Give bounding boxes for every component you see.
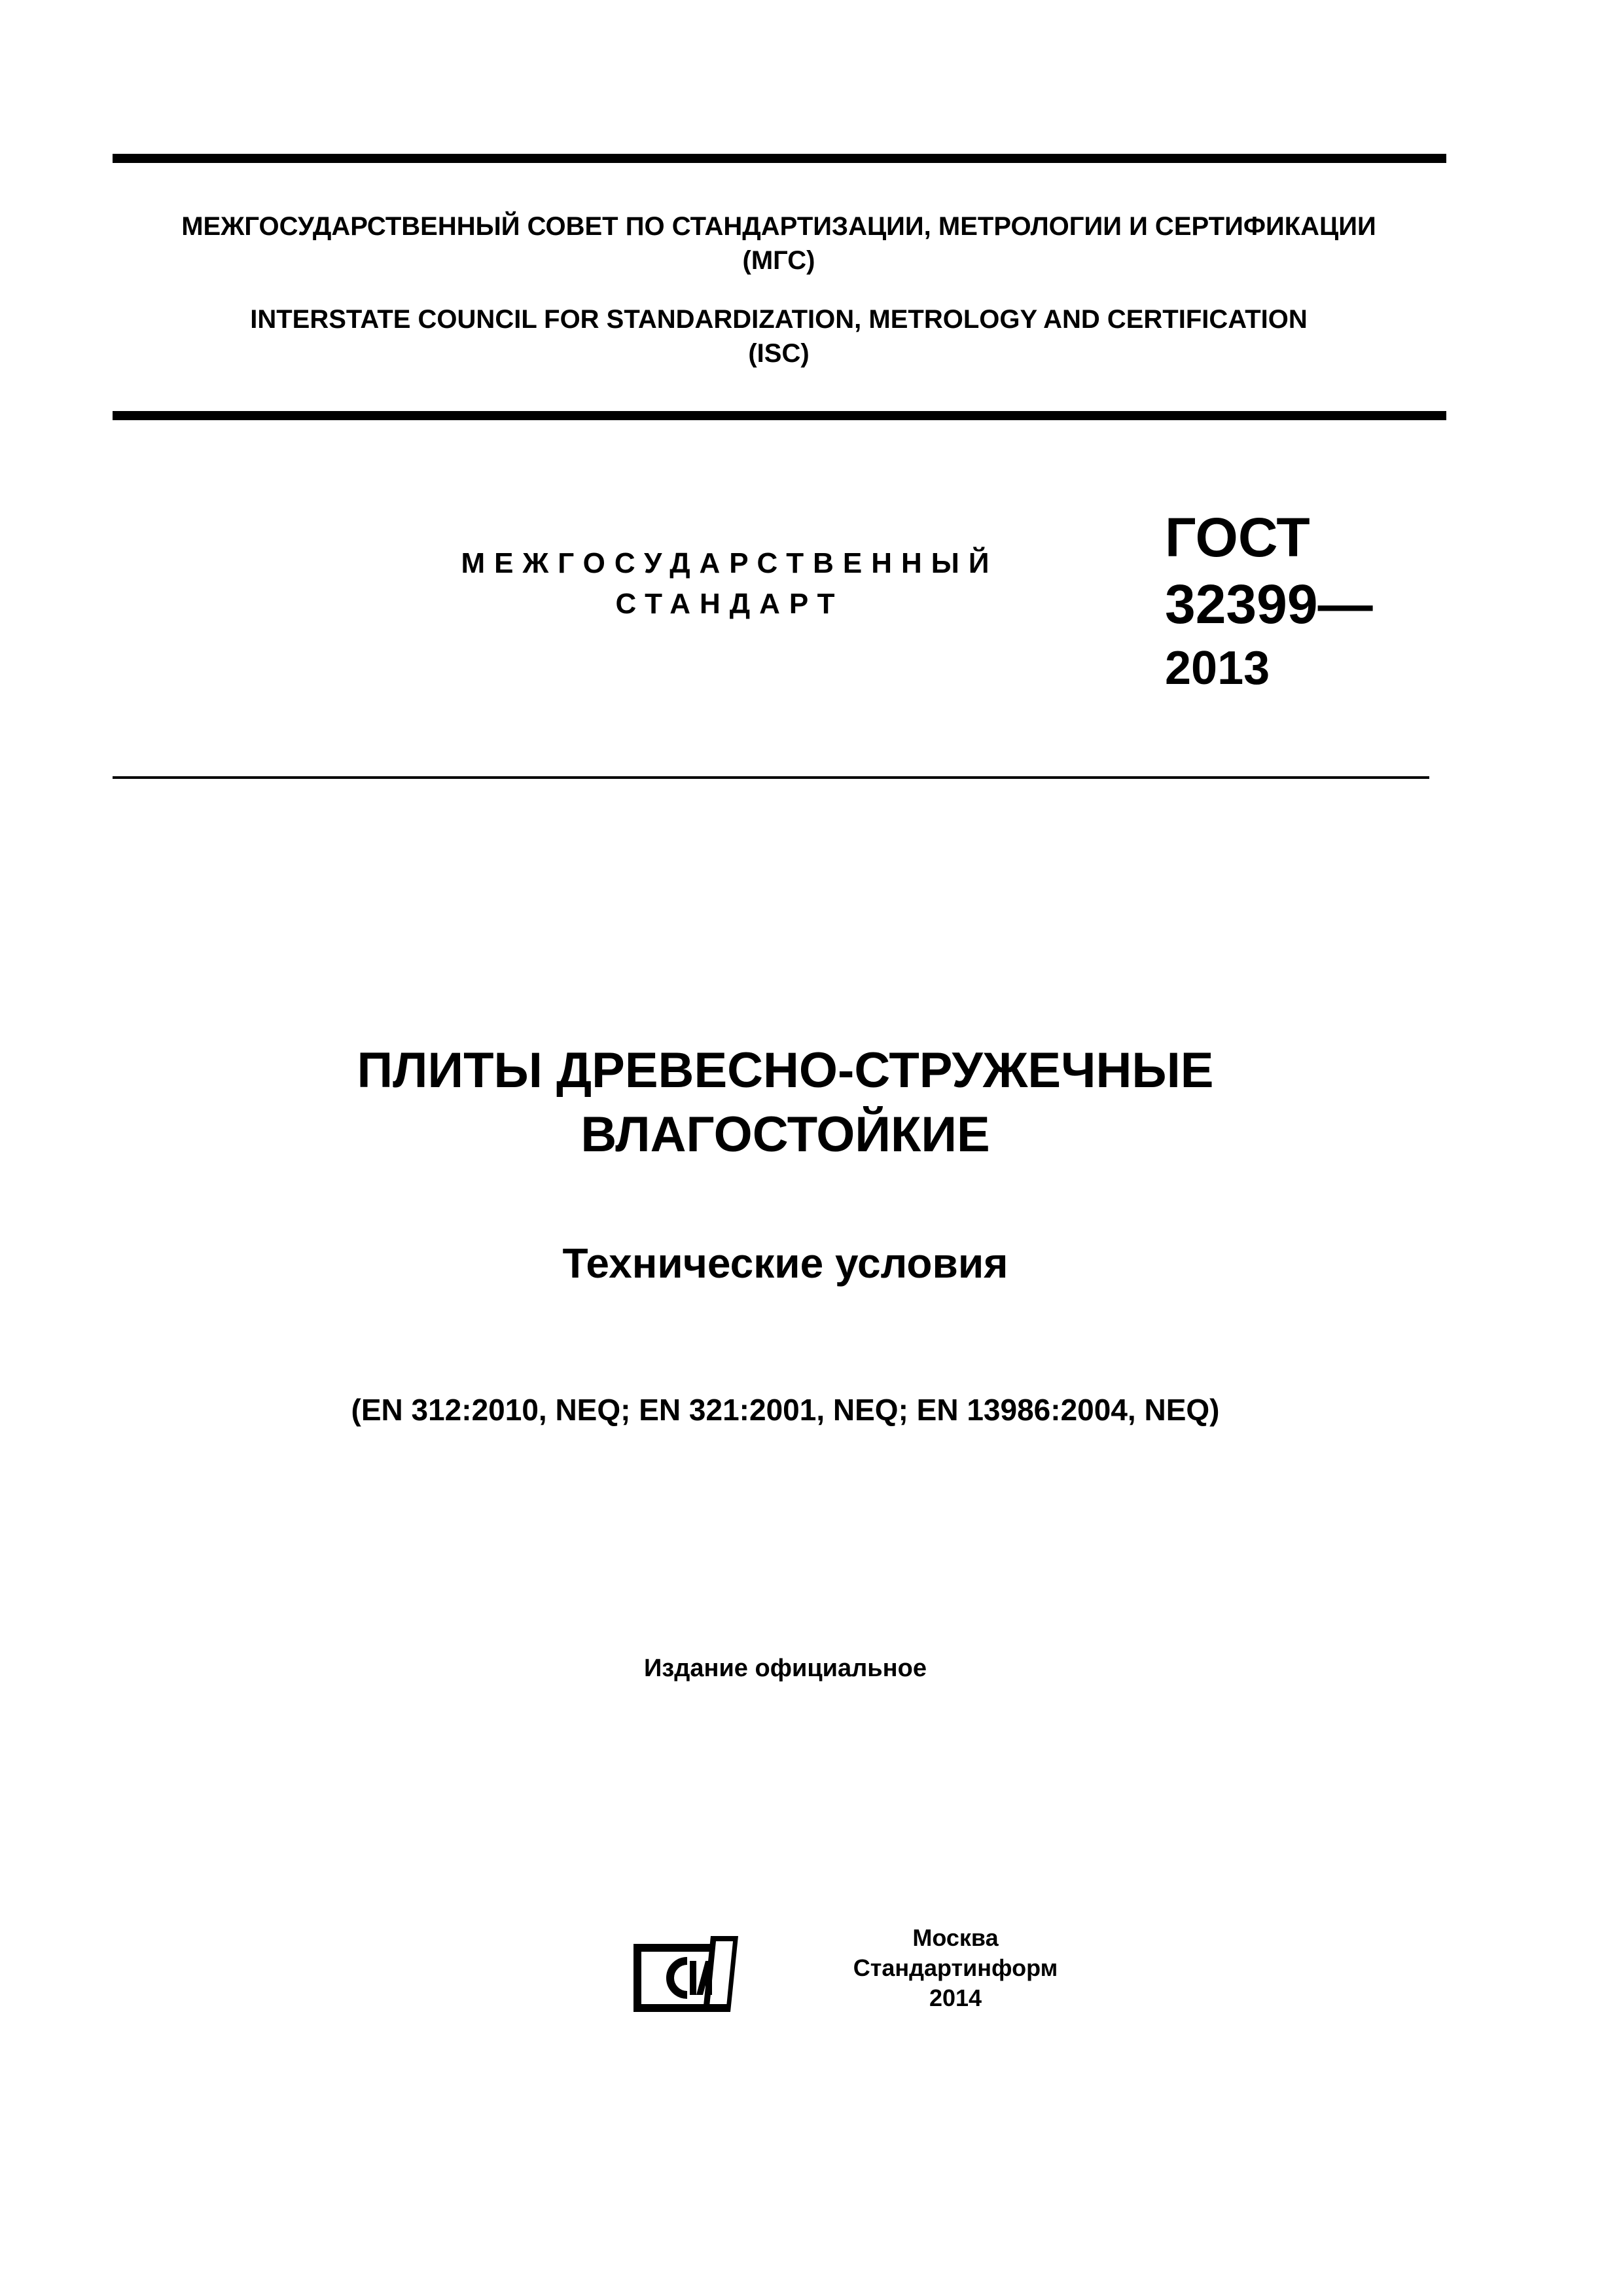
top-rule [113,154,1446,163]
header-divider [113,776,1429,779]
publisher-name: Стандартинформ [853,1954,1058,1981]
gost-designation-line2: 32399— [1165,573,1373,635]
document-title-line1: ПЛИТЫ ДРЕВЕСНО-СТРУЖЕЧНЫЕ [357,1043,1214,1098]
gost-designation-line3: 2013 [1165,642,1270,694]
edition-note: Издание официальное [644,1655,927,1682]
document-title-line2: ВЛАГОСТОЙКИЕ [580,1107,990,1162]
council-bottom-rule [113,411,1446,420]
standartinform-logo-icon [632,1935,740,2015]
gost-designation-line1: ГОСТ [1165,507,1310,568]
council-abbr-en: (ISC) [748,339,810,368]
publisher-city: Москва [912,1924,999,1951]
harmonization-references: (EN 312:2010, NEQ; EN 321:2001, NEQ; EN 13986:2004, NEQ) [351,1393,1220,1427]
standard-kind-line2: СТАНДАРТ [615,588,844,620]
publisher-year: 2014 [929,1984,982,2011]
council-name-en: INTERSTATE COUNCIL FOR STANDARDIZATION, METROLOGY AND CERTIFICATION [250,305,1308,334]
council-abbr-ru: (МГС) [742,246,815,275]
document-subtitle: Технические условия [562,1240,1008,1287]
standard-kind-line1: МЕЖГОСУДАРСТВЕННЫЙ [461,547,999,579]
council-name-ru: МЕЖГОСУДАРСТВЕННЫЙ СОВЕТ ПО СТАНДАРТИЗАЦИИ, МЕТРОЛОГИИ И СЕРТИФИКАЦИИ [181,212,1376,241]
